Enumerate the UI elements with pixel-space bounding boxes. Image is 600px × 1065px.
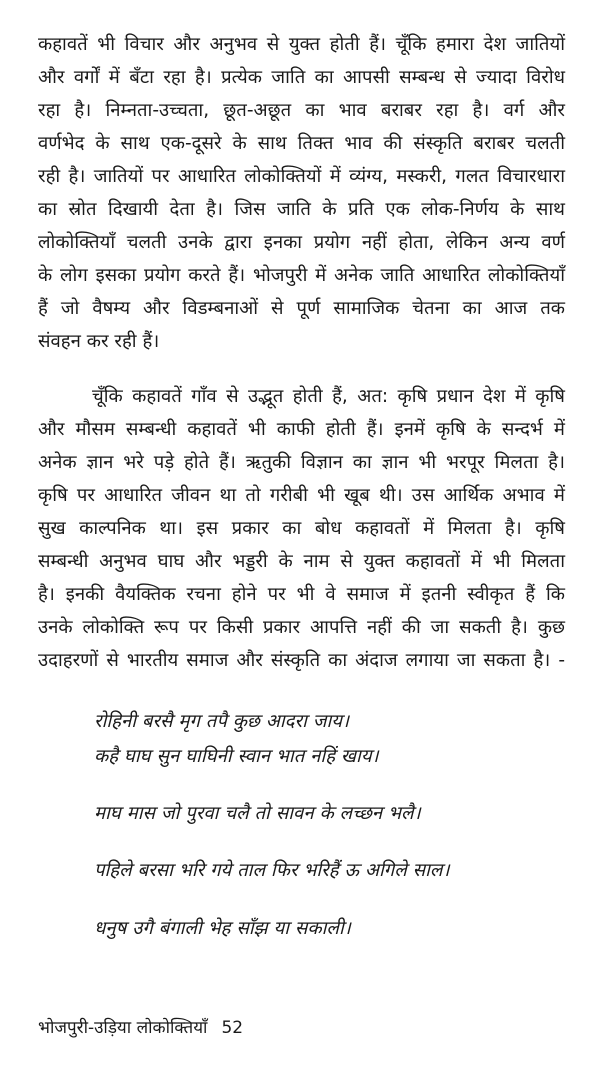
- text-line: रही है। जातियों पर आधारित लोकोक्तियों में व्यंग्य, मस्करी, गलत विचारधारा: [38, 166, 565, 187]
- verse-line: माघ मास जो पुरवा चलै तो सावन के लच्छन भलै।: [94, 803, 421, 824]
- text-line: रहा है। निम्नता-उच्चता, छूत-अछूत का भाव बराबर रहा है। वर्ग और: [38, 100, 565, 121]
- text-line: हैं जो वैषम्य और विडम्बनाओं से पूर्ण सामाजिक चेतना का आज तक: [38, 298, 565, 319]
- page-footer: [38, 1015, 243, 1038]
- text-line: लोकोक्तियाँ चलती उनके द्वारा इनका प्रयोग नहीं होता, लेकिन अन्य वर्ण: [38, 232, 565, 253]
- verse-line: धनुष उगै बंगाली भेह साँझ या सकाली।: [94, 918, 351, 939]
- text-line: संवहन कर रही हैं।: [38, 331, 160, 352]
- text-line: सुख काल्पनिक था। इस प्रकार का बोध कहावतों में मिलता है। कृषि: [38, 518, 565, 539]
- text-line: और मौसम सम्बन्धी कहावतें भी काफी होती हैं। इनमें कृषि के सन्दर्भ में: [38, 419, 565, 440]
- text-line: है। इनकी वैयक्तिक रचना होने पर भी वे समाज में इतनी स्वीकृत हैं कि: [38, 584, 565, 605]
- text-line: कहावतें भी विचार और अनुभव से युक्त होती हैं। चूँकि हमारा देश जातियों: [38, 34, 565, 55]
- text-line: और वर्गों में बँटा रहा है। प्रत्येक जाति का आपसी सम्बन्ध से ज्यादा विरोध: [38, 67, 565, 88]
- text-line: सम्बन्धी अनुभव घाघ और भड्डरी के नाम से युक्त कहावतों में भी मिलता: [38, 551, 565, 572]
- text-line: अनेक ज्ञान भरे पड़े होते हैं। ऋतुकी विज्ञान का ज्ञान भी भरपूर मिलता है।: [38, 452, 565, 473]
- page-number: 52: [221, 1018, 244, 1038]
- text-line: चूँकि कहावतें गाँव से उद्भूत होती हैं, अत: कृषि प्रधान देश में कृषि: [92, 386, 565, 407]
- verse-line: कहै घाघ सुन घाघिनी स्वान भात नहिं खाय।: [94, 746, 379, 767]
- book-title: भोजपुरी-उड़िया लोकोक्तियाँ: [38, 1018, 208, 1038]
- text-line: के लोग इसका प्रयोग करते हैं। भोजपुरी में अनेक जाति आधारित लोकोक्तियाँ: [38, 265, 565, 286]
- verse-line: रोहिनी बरसै मृग तपै कुछ आदरा जाय।: [94, 711, 350, 732]
- text-line: उनके लोकोक्ति रूप पर किसी प्रकार आपत्ति नहीं की जा सकती है। कुछ: [38, 617, 565, 638]
- text-line: वर्णभेद के साथ एक-दूसरे के साथ तिक्त भाव की संस्कृति बराबर चलती: [38, 133, 565, 154]
- verse-line: पहिले बरसा भरि गये ताल फिर भरिहैं ऊ अगिले साल।: [94, 860, 450, 881]
- text-line: उदाहरणों से भारतीय समाज और संस्कृति का अंदाज लगाया जा सकता है। -: [38, 650, 565, 671]
- text-line: का स्रोत दिखायी देता है। जिस जाति के प्रति एक लोक-निर्णय के साथ: [38, 199, 565, 220]
- text-line: कृषि पर आधारित जीवन था तो गरीबी भी खूब थी। उस आर्थिक अभाव में: [38, 485, 565, 506]
